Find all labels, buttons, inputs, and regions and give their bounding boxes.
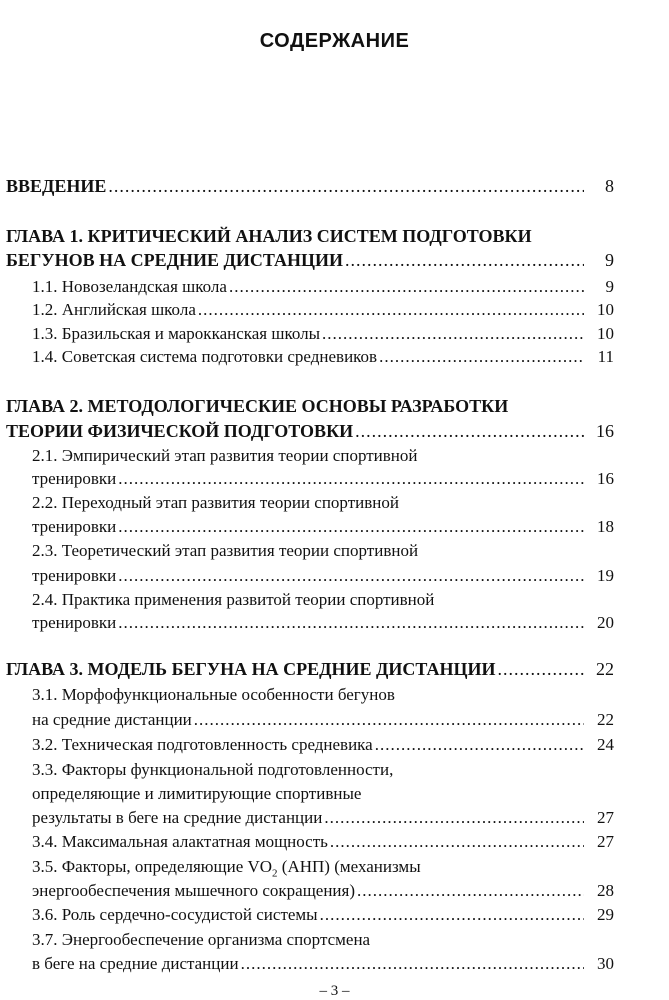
toc-chapter-label: ГЛАВА 3. МОДЕЛЬ БЕГУНА НА СРЕДНИЕ ДИСТАНЦИИ — [6, 659, 496, 679]
toc-section-label: 2.4. Практика применения развитой теории спортивной — [32, 590, 435, 609]
toc-section-label: 3.4. Максимальная алактатная мощность — [32, 832, 328, 851]
toc-page-number: 9 — [605, 277, 614, 296]
toc-section-label: 3.1. Морфофункциональные особенности бегунов — [32, 685, 395, 704]
toc-section-3-7[interactable] — [32, 953, 614, 975]
toc-page-number: 22 — [596, 659, 614, 679]
toc-chapter-1-title[interactable] — [6, 225, 614, 247]
toc-section-label: 2.3. Теоретический этап развития теории спортивной — [32, 541, 419, 560]
toc-section-1-4[interactable] — [32, 346, 614, 368]
page-title: СОДЕРЖАНИЕ — [259, 30, 410, 52]
toc-page-number: 22 — [597, 710, 614, 729]
toc-page-number: 30 — [597, 954, 614, 973]
toc-section-label: 1.4. Советская система подготовки средневиков — [32, 347, 378, 366]
toc-section-label: тренировки — [32, 613, 117, 632]
toc-section-label: 3.6. Роль сердечно-сосудистой системы — [32, 905, 318, 924]
toc-page-number: 24 — [597, 735, 614, 754]
toc-chapter-label: ГЛАВА 1. КРИТИЧЕСКИЙ АНАЛИЗ СИСТЕМ ПОДГОТОВКИ — [6, 226, 532, 246]
toc-section-label: на средние дистанции — [32, 710, 192, 729]
toc-section-label: 3.2. Техническая подготовленность средневика — [32, 735, 373, 754]
toc-section-label: определяющие и лимитирующие спортивные — [32, 784, 362, 803]
toc-section-3-3-cont[interactable] — [32, 783, 614, 805]
toc-page-number: 27 — [597, 808, 614, 827]
toc-entry-introduction[interactable] — [6, 175, 614, 197]
toc-section-label: тренировки — [32, 469, 117, 488]
toc-chapter-label: ТЕОРИИ ФИЗИЧЕСКОЙ ПОДГОТОВКИ — [6, 421, 354, 441]
page-number-footer: – 3 – — [319, 983, 350, 999]
toc-page-number: 29 — [597, 905, 614, 924]
toc-page-number: 9 — [605, 250, 614, 270]
toc-section-label: 3.3. Факторы функциональной подготовленности, — [32, 760, 394, 779]
toc-section-2-2[interactable] — [32, 516, 614, 538]
toc-page-number: 18 — [597, 517, 614, 536]
toc-page-number: 16 — [597, 469, 614, 488]
toc-section-3-7-title[interactable] — [32, 929, 614, 951]
toc-section-2-3-title[interactable] — [32, 540, 614, 562]
toc-page-number: 10 — [597, 300, 614, 319]
toc-chapter-label: БЕГУНОВ НА СРЕДНИЕ ДИСТАНЦИИ — [6, 250, 343, 270]
toc-page-number: 28 — [597, 881, 614, 900]
toc-page-number: 16 — [596, 421, 614, 441]
toc-page-number: 20 — [597, 613, 614, 632]
toc-chapter-2[interactable] — [6, 420, 614, 442]
toc-section-2-4[interactable] — [32, 612, 614, 634]
toc-section-2-3[interactable] — [32, 565, 614, 587]
toc-page-number: 8 — [605, 176, 614, 196]
toc-page-number: 27 — [597, 832, 614, 851]
toc-section-label: энергообеспечения мышечного сокращения) — [32, 881, 356, 900]
toc-section-1-2[interactable] — [32, 299, 614, 321]
toc-section-2-4-title[interactable] — [32, 589, 614, 611]
toc-section-3-6[interactable] — [32, 904, 614, 926]
toc-section-2-1[interactable] — [32, 468, 614, 490]
toc-section-2-1-title[interactable] — [32, 445, 614, 467]
toc-section-label: 1.2. Английская школа — [32, 300, 196, 319]
toc-section-label: 2.1. Эмпирический этап развития теории спортивной — [32, 446, 418, 465]
toc-section-label: 3.7. Энергообеспечение организма спортсмена — [32, 930, 371, 949]
toc-section-label: 2.2. Переходный этап развития теории спортивной — [32, 493, 399, 512]
toc-chapter-3[interactable] — [6, 658, 614, 680]
toc-section-3-3-title[interactable] — [32, 759, 614, 781]
toc-section-2-2-title[interactable] — [32, 492, 614, 514]
toc-page-number: 11 — [597, 347, 614, 366]
toc-section-label: результаты в беге на средние дистанции — [32, 808, 323, 827]
toc-section-1-1[interactable] — [32, 276, 614, 298]
toc-section-3-4[interactable] — [32, 831, 614, 853]
toc-section-label: 1.3. Бразильская и марокканская школы — [32, 324, 321, 343]
toc-section-label: 1.1. Новозеландская школа — [32, 277, 227, 296]
toc-section-3-1[interactable] — [32, 709, 614, 731]
toc-section-3-1-title[interactable] — [32, 684, 614, 706]
toc-page-number: 19 — [597, 566, 614, 585]
toc-section-3-2[interactable] — [32, 734, 614, 756]
toc-section-label: тренировки — [32, 517, 117, 536]
toc-section-label: в беге на средние дистанции — [32, 954, 239, 973]
toc-chapter-1[interactable] — [6, 249, 614, 271]
toc-section-label: тренировки — [32, 566, 117, 585]
toc-chapter-2-title[interactable] — [6, 395, 614, 417]
toc-section-3-5[interactable] — [32, 880, 614, 902]
toc-section-3-3[interactable] — [32, 807, 614, 829]
toc-section-3-5-title[interactable] — [32, 856, 614, 878]
toc-section-label: 3.5. Факторы, определяющие $VO_2$ (АНП) (механизмы — [32, 857, 421, 880]
toc-entry-label: ВВЕДЕНИЕ — [6, 176, 107, 196]
toc-page-number: 10 — [597, 324, 614, 343]
toc-section-1-3[interactable] — [32, 323, 614, 345]
toc-chapter-label: ГЛАВА 2. МЕТОДОЛОГИЧЕСКИЕ ОСНОВЫ РАЗРАБОТКИ — [6, 396, 509, 416]
